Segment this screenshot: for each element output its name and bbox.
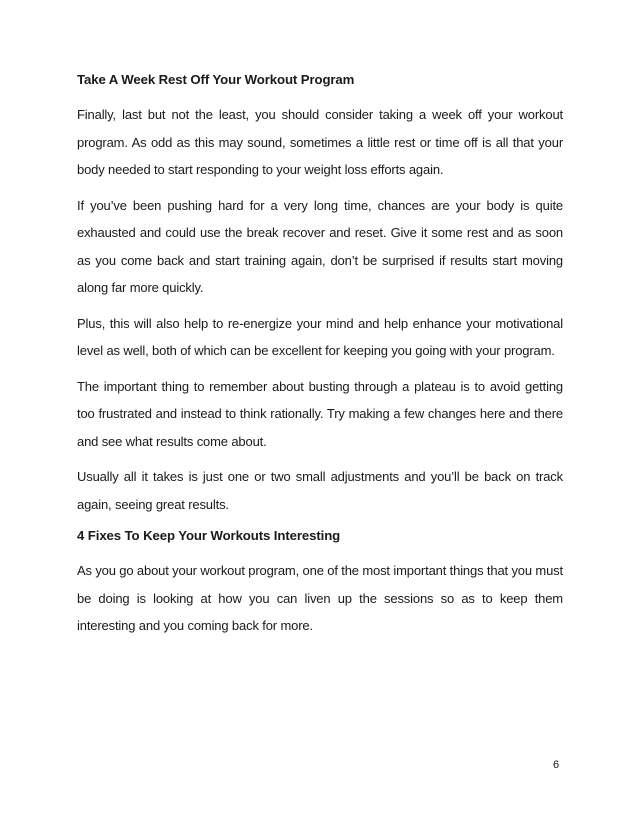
section-heading-workout-fixes: 4 Fixes To Keep Your Workouts Interesting	[77, 528, 341, 543]
paragraph: Usually all it takes is just one or two small adjustments and you’ll be back on track again, seeing great results.	[77, 469, 563, 512]
paragraph: The important thing to remember about busting through a plateau is to avoid getting too frustrated and instead to think rationally. Try making a few changes here and there and see what results come about.	[77, 378, 563, 449]
paragraph: Plus, this will also help to re-energize your mind and help enhance your motivational level as well, both of which can be excellent for keeping you going with your program.	[77, 315, 563, 358]
paragraph: If you’ve been pushing hard for a very long time, chances are your body is quite exhausted and could use the break recover and reset. Give it some rest and as soon as you come back and start training again, don’t be surprised if results start moving along far more quickly.	[77, 197, 563, 295]
page-number: 6	[553, 759, 560, 771]
paragraph: Finally, last but not the least, you should consider taking a week off your workout program. As odd as this may sound, sometimes a little rest or time off is all that your body needed to start responding to your weight loss efforts again.	[77, 107, 563, 177]
section-heading-rest-week: Take A Week Rest Off Your Workout Program	[77, 72, 355, 87]
document-page	[77, 70, 563, 648]
paragraph: As you go about your workout program, one of the most important things that you must be doing is looking at how you can liven up the sessions so as to keep them interesting and you coming back for more.	[77, 563, 563, 633]
